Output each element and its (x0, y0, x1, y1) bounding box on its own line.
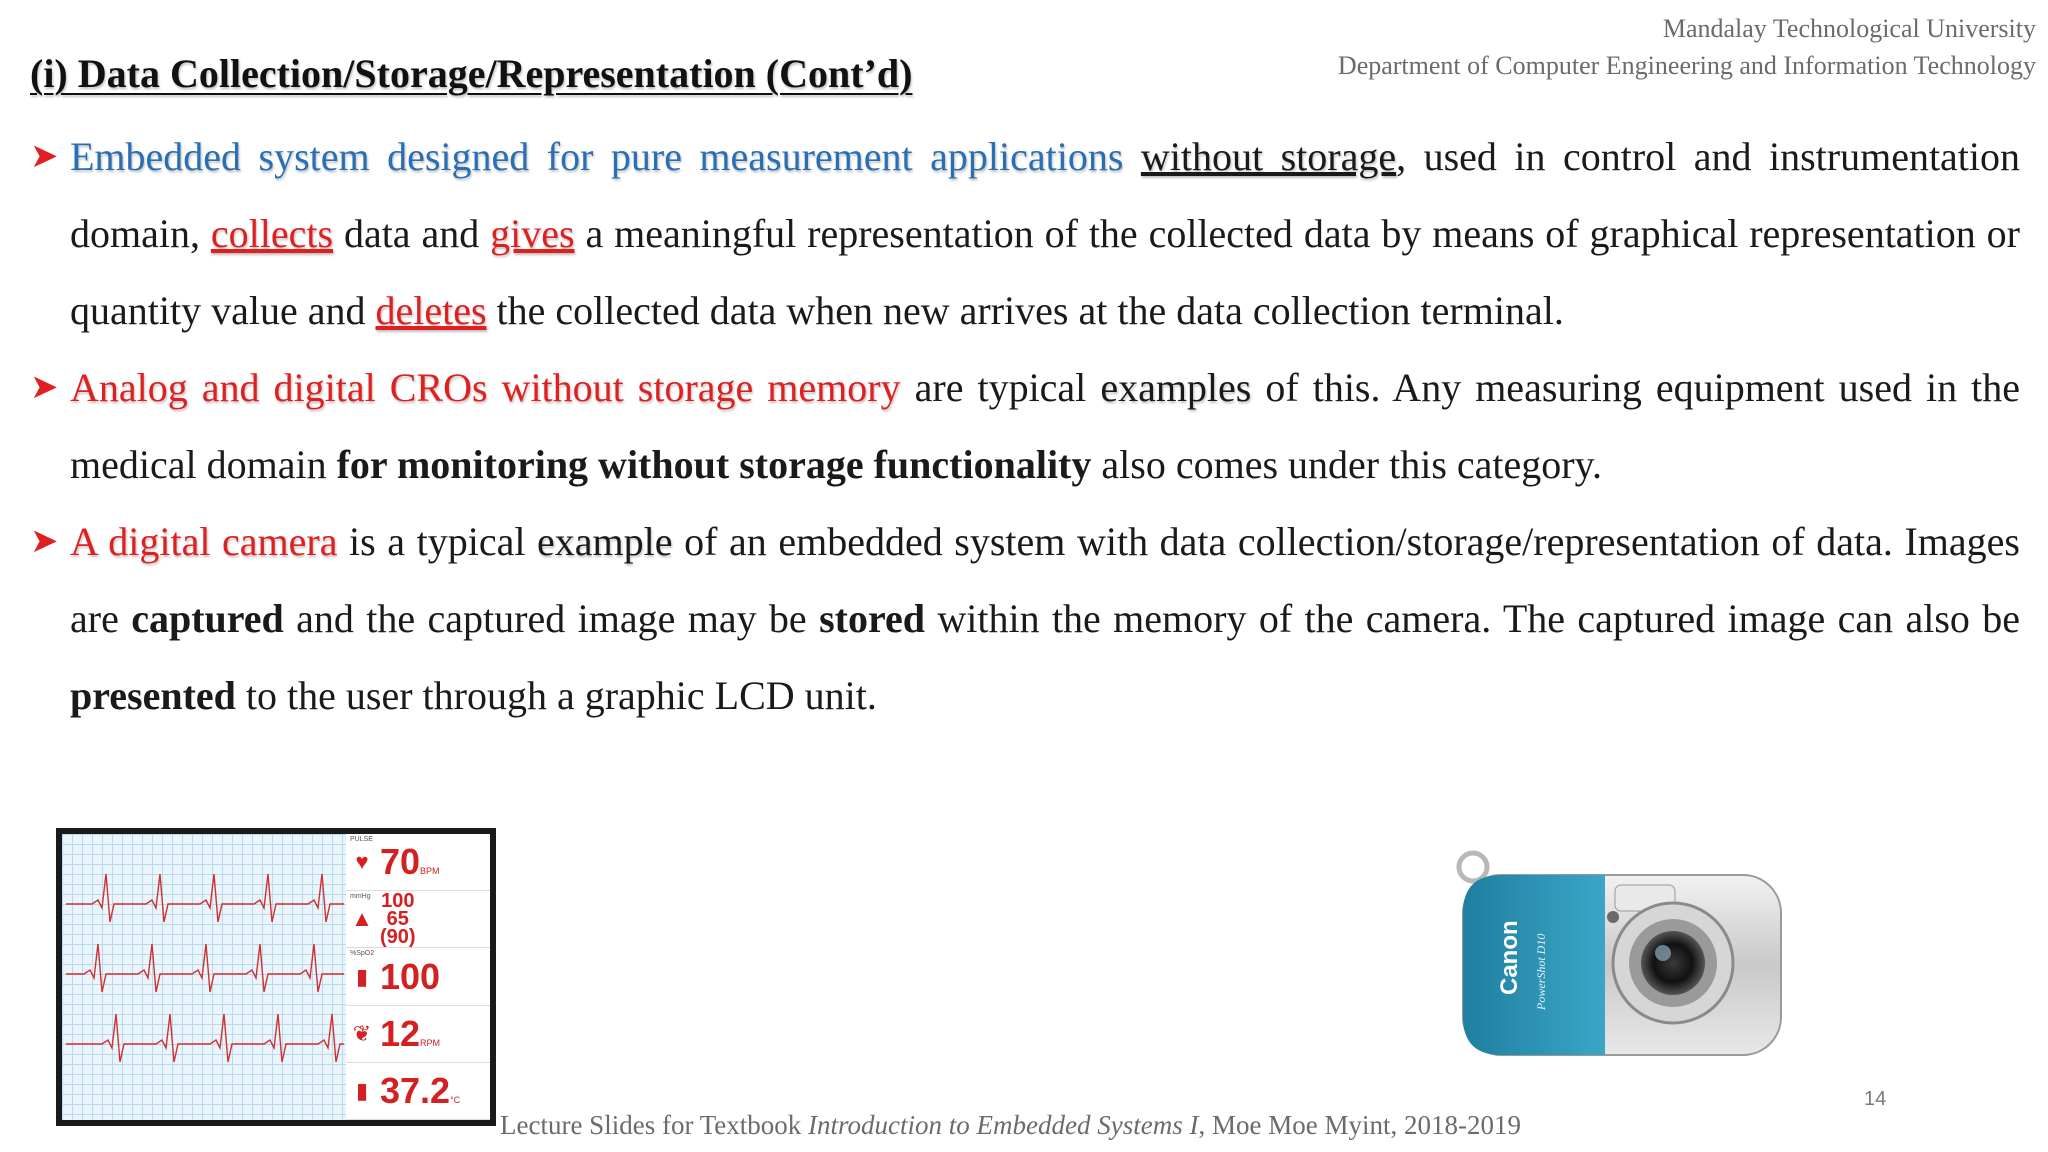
slide-body (30, 118, 2020, 734)
ecg-trace-icon (62, 834, 346, 1118)
footer-citation: Lecture Slides for Textbook Introduction to Embedded Systems I, Moe Moe Myint, 2018-2019 (500, 1110, 1521, 1140)
thermometer-icon: ▲ (351, 906, 373, 932)
bullet-3-text: within the memory of the camera. The captured image can also be (924, 596, 2021, 641)
bullet-3-emphasis: example (537, 519, 673, 564)
footer-book-title: Introduction to Embedded Systems I (808, 1110, 1199, 1140)
camera-model-label: PowerShot D10 (1534, 933, 1548, 1010)
bullet-2-emphasis: examples (1100, 365, 1252, 410)
bullet-1-text: data and (333, 211, 491, 256)
university-name: Mandalay Technological University (1662, 14, 2036, 43)
bullet-2-text: also comes under this category. (1091, 442, 1602, 487)
slide-title: (i) Data Collection/Storage/Representation (Cont’d) (30, 51, 913, 96)
keyword-gives: gives (490, 211, 575, 256)
camera-brand-label: Canon (1496, 920, 1523, 995)
bullet-2-bold: for monitoring without storage functionality (336, 442, 1092, 487)
page-number: 14 (1864, 1088, 1887, 1110)
bullet-2-highlight: Analog and digital CROs without storage memory (70, 365, 901, 410)
bullet-1-text: the collected data when new arrives at the data collection terminal. (486, 288, 1564, 333)
keyword-captured: captured (131, 596, 284, 641)
vital-pulse: PULSE ♥ 70 BPM (346, 834, 490, 891)
bullet-1-emphasis: without storage (1140, 134, 1397, 179)
patient-monitor-image (56, 828, 496, 1126)
bullet-2 (30, 349, 2020, 503)
bullet-2-text: are typical (900, 365, 1101, 410)
keyword-stored: stored (819, 596, 925, 641)
vital-spo2: %SpO2 ▮ 100 (346, 948, 490, 1005)
arrow-bullet-icon: ➤ (30, 138, 59, 175)
bullet-3-text: and the captured image may be (283, 596, 820, 641)
arrow-bullet-icon: ➤ (30, 523, 59, 560)
bullet-1 (30, 118, 2020, 349)
ecg-waveform-panel (62, 834, 346, 1120)
vital-temperature: ▮ 37.2 °C (346, 1063, 490, 1120)
vital-blood-pressure: mmHg ▲ 100 65 (90) (346, 891, 490, 948)
thermometer-icon: ▮ (355, 1077, 369, 1103)
vital-respiration: ❦ 12 RPM (346, 1006, 490, 1063)
bullet-3-highlight: A digital camera (70, 519, 338, 564)
lungs-icon: ❦ (352, 1020, 372, 1046)
digital-camera-image (1445, 845, 1790, 1070)
bullet-3-text: of an embedded system with data collection/storage/representation of data. Images are (70, 519, 2020, 641)
bullet-1-text: , used in control and instrumentation domain, (70, 134, 2021, 256)
vitals-panel (346, 834, 490, 1120)
department-name: Department of Computer Engineering and Information Technology (1337, 51, 2036, 80)
bullet-2-text: of this. Any measuring equipment used in the medical domain (70, 365, 2020, 487)
bullet-1-highlight: Embedded system designed for pure measurement applications (70, 134, 1124, 179)
keyword-collects: collects (210, 211, 334, 256)
heart-icon: ♥ (355, 849, 369, 875)
keyword-presented: presented (70, 673, 236, 718)
bullet-3-text: is a typical (337, 519, 538, 564)
keyword-deletes: deletes (375, 288, 487, 333)
header-info (1338, 10, 2036, 84)
bullet-3 (30, 503, 2020, 734)
bullet-3-text: to the user through a graphic LCD unit. (235, 673, 877, 718)
bullet-1-text (1123, 134, 1140, 179)
spo2-bar-icon: ▮ (355, 963, 369, 989)
bullet-1-text: a meaningful representation of the collected data by means of graphical representation or quantity value and (70, 211, 2020, 333)
arrow-bullet-icon: ➤ (30, 369, 59, 406)
